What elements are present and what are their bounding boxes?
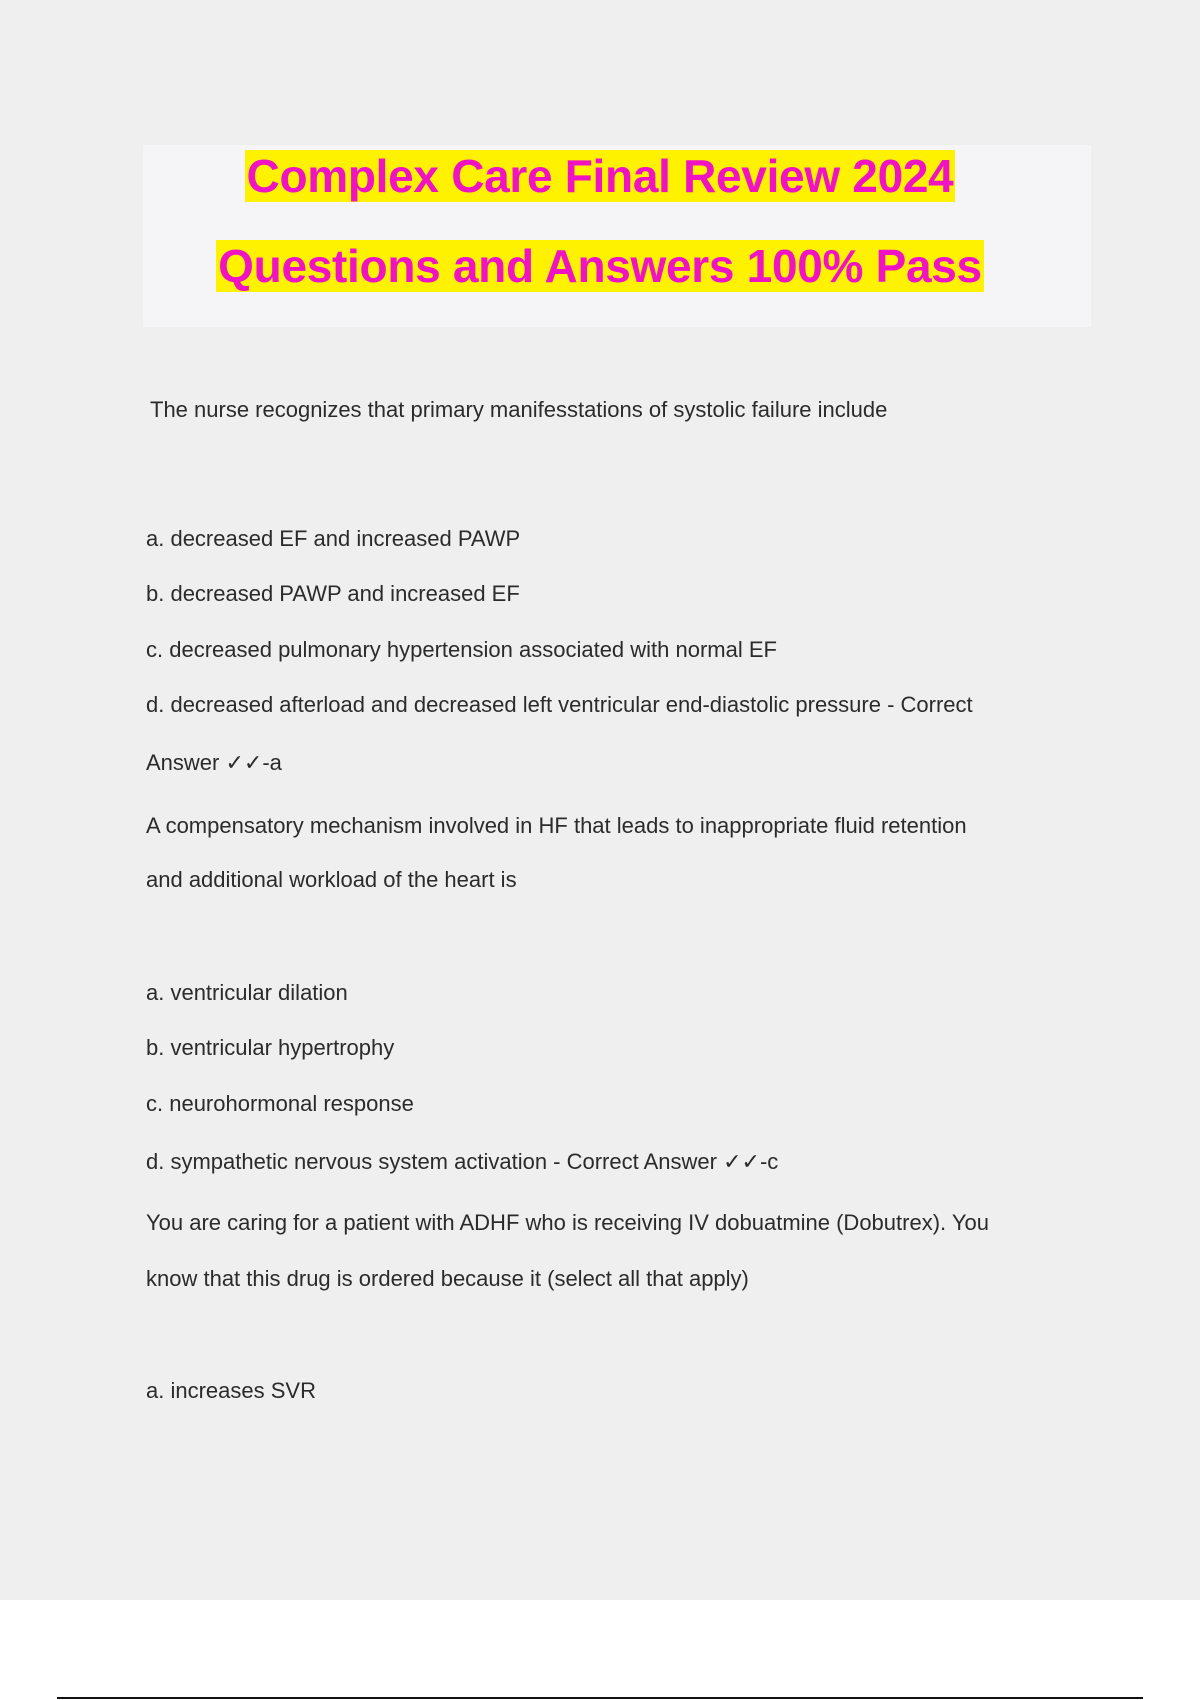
question-2-stem-line-1: A compensatory mechanism involved in HF that leads to inappropriate fluid retention <box>146 813 967 838</box>
question-2-option-a: a. ventricular dilation <box>146 980 348 1005</box>
question-3-stem-line-1: You are caring for a patient with ADHF who is receiving IV dobuatmine (Dobutrex). You <box>146 1210 989 1235</box>
question-2-option-c: c. neurohormonal response <box>146 1091 414 1116</box>
question-2-stem-line-2: and additional workload of the heart is <box>146 867 517 892</box>
question-1-option-d: d. decreased afterload and decreased left ventricular end-diastolic pressure - Correct <box>146 692 973 717</box>
question-1-stem: The nurse recognizes that primary manifesstations of systolic failure include <box>150 397 888 422</box>
footer-divider <box>57 1697 1143 1699</box>
title-highlight-1: Complex Care Final Review 2024 <box>246 150 954 202</box>
question-1-answer: Answer ✓✓-a <box>146 750 282 775</box>
question-3-option-a: a. increases SVR <box>146 1378 316 1403</box>
question-1-option-a: a. decreased EF and increased PAWP <box>146 526 521 551</box>
question-1-option-b: b. decreased PAWP and increased EF <box>146 581 520 606</box>
question-2-option-b: b. ventricular hypertrophy <box>146 1035 395 1060</box>
question-2-option-d: d. sympathetic nervous system activation - Correct Answer ✓✓-c <box>146 1149 779 1174</box>
title-highlight-2: Questions and Answers 100% Pass <box>218 240 982 292</box>
document-title-line-1 <box>0 146 1200 206</box>
question-1-option-c: c. decreased pulmonary hypertension associated with normal EF <box>146 637 777 662</box>
question-3-stem-line-2: know that this drug is ordered because it (select all that apply) <box>146 1266 749 1291</box>
document-title-line-2 <box>0 236 1200 296</box>
